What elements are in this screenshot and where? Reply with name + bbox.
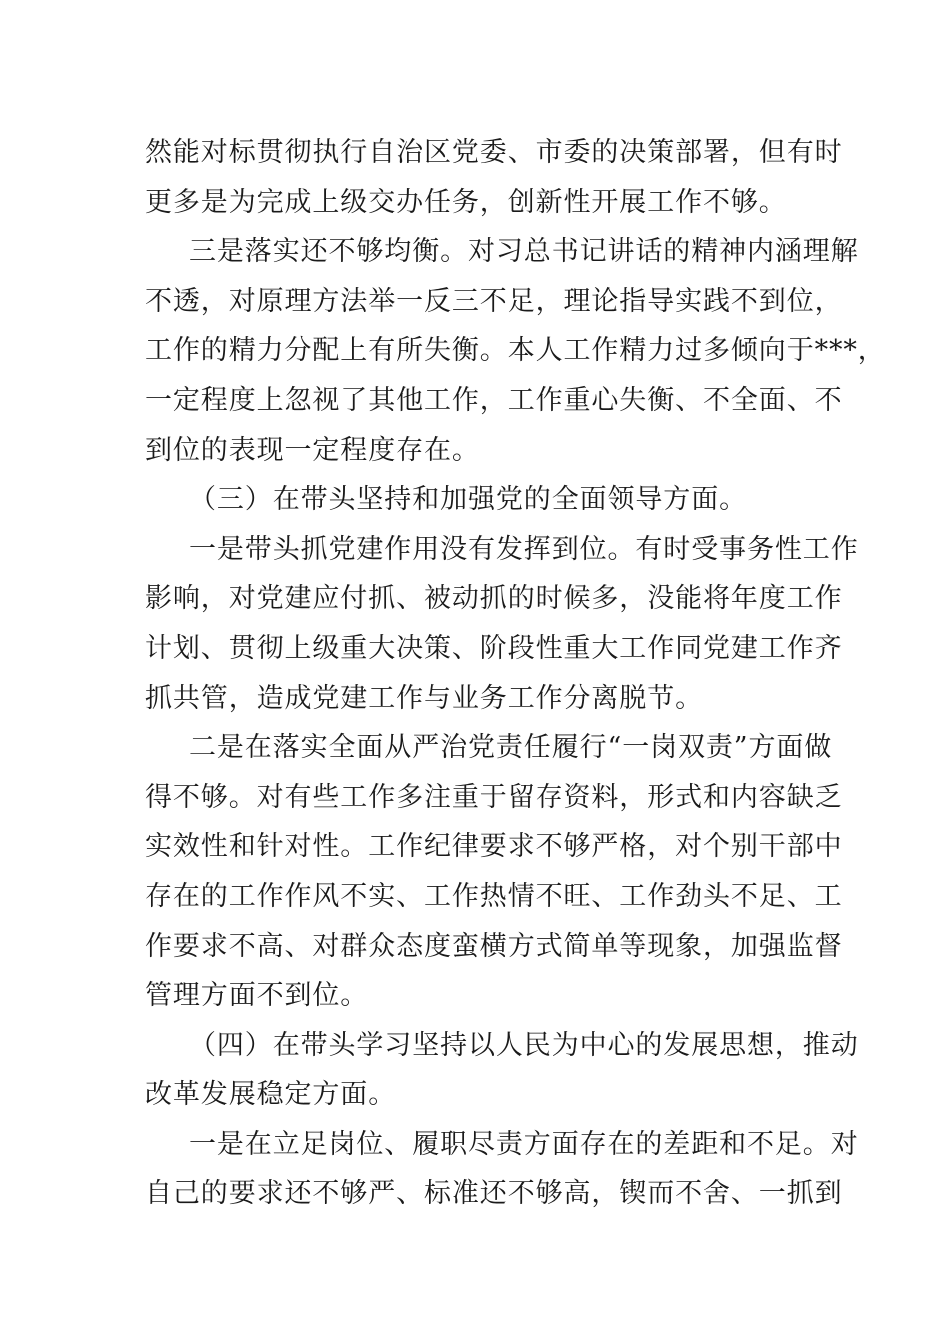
text-line: 计划、贯彻上级重大决策、阶段性重大工作同党建工作齐 bbox=[145, 632, 843, 664]
text-line: 然能对标贯彻执行自治区党委、市委的决策部署，但有时 bbox=[145, 137, 843, 168]
text-line: 不透，对原理方法举一反三不足，理论指导实践不到位， bbox=[145, 285, 843, 317]
text-line: 得不够。对有些工作多注重于留存资料，形式和内容缺乏 bbox=[145, 781, 843, 813]
text-line: 影响，对党建应付抓、被动抓的时候多，没能将年度工作 bbox=[145, 583, 843, 615]
text-line: 一定程度上忽视了其他工作，工作重心失衡、不全面、不 bbox=[145, 384, 843, 416]
section-heading-4: （四）在带头学习坚持以人民为中心的发展思想，推动 bbox=[189, 1029, 859, 1061]
text-line: 自己的要求还不够严、标准还不够高，锲而不舍、一抓到 bbox=[145, 1178, 843, 1210]
section-heading-3: （三）在带头坚持和加强党的全面领导方面。 bbox=[189, 484, 747, 516]
text-line: 存在的工作作风不实、工作热情不旺、工作劲头不足、工 bbox=[145, 880, 843, 912]
text-line: 管理方面不到位。 bbox=[145, 980, 369, 1012]
text-line: 工作的精力分配上有所失衡。本人工作精力过多倾向于***， bbox=[145, 335, 886, 367]
text-line: 到位的表现一定程度存在。 bbox=[145, 434, 480, 466]
paragraph-start-line: 二是在落实全面从严治党责任履行“一岗双责”方面做 bbox=[189, 732, 833, 764]
body-text bbox=[145, 128, 886, 1219]
text-line: 改革发展稳定方面。 bbox=[145, 1079, 397, 1111]
text-line: 作要求不高、对群众态度蛮横方式简单等现象，加强监督 bbox=[145, 930, 843, 962]
paragraph-start-line: 三是落实还不够均衡。对习总书记讲话的精神内涵理解 bbox=[189, 236, 859, 268]
text-line: 抓共管，造成党建工作与业务工作分离脱节。 bbox=[145, 682, 703, 714]
text-line: 更多是为完成上级交办任务，创新性开展工作不够。 bbox=[145, 186, 787, 218]
paragraph-start-line: 一是带头抓党建作用没有发挥到位。有时受事务性工作 bbox=[189, 533, 859, 565]
paragraph-start-line: 一是在立足岗位、履职尽责方面存在的差距和不足。对 bbox=[189, 1128, 859, 1160]
text-line: 实效性和针对性。工作纪律要求不够严格，对个别干部中 bbox=[145, 831, 843, 863]
